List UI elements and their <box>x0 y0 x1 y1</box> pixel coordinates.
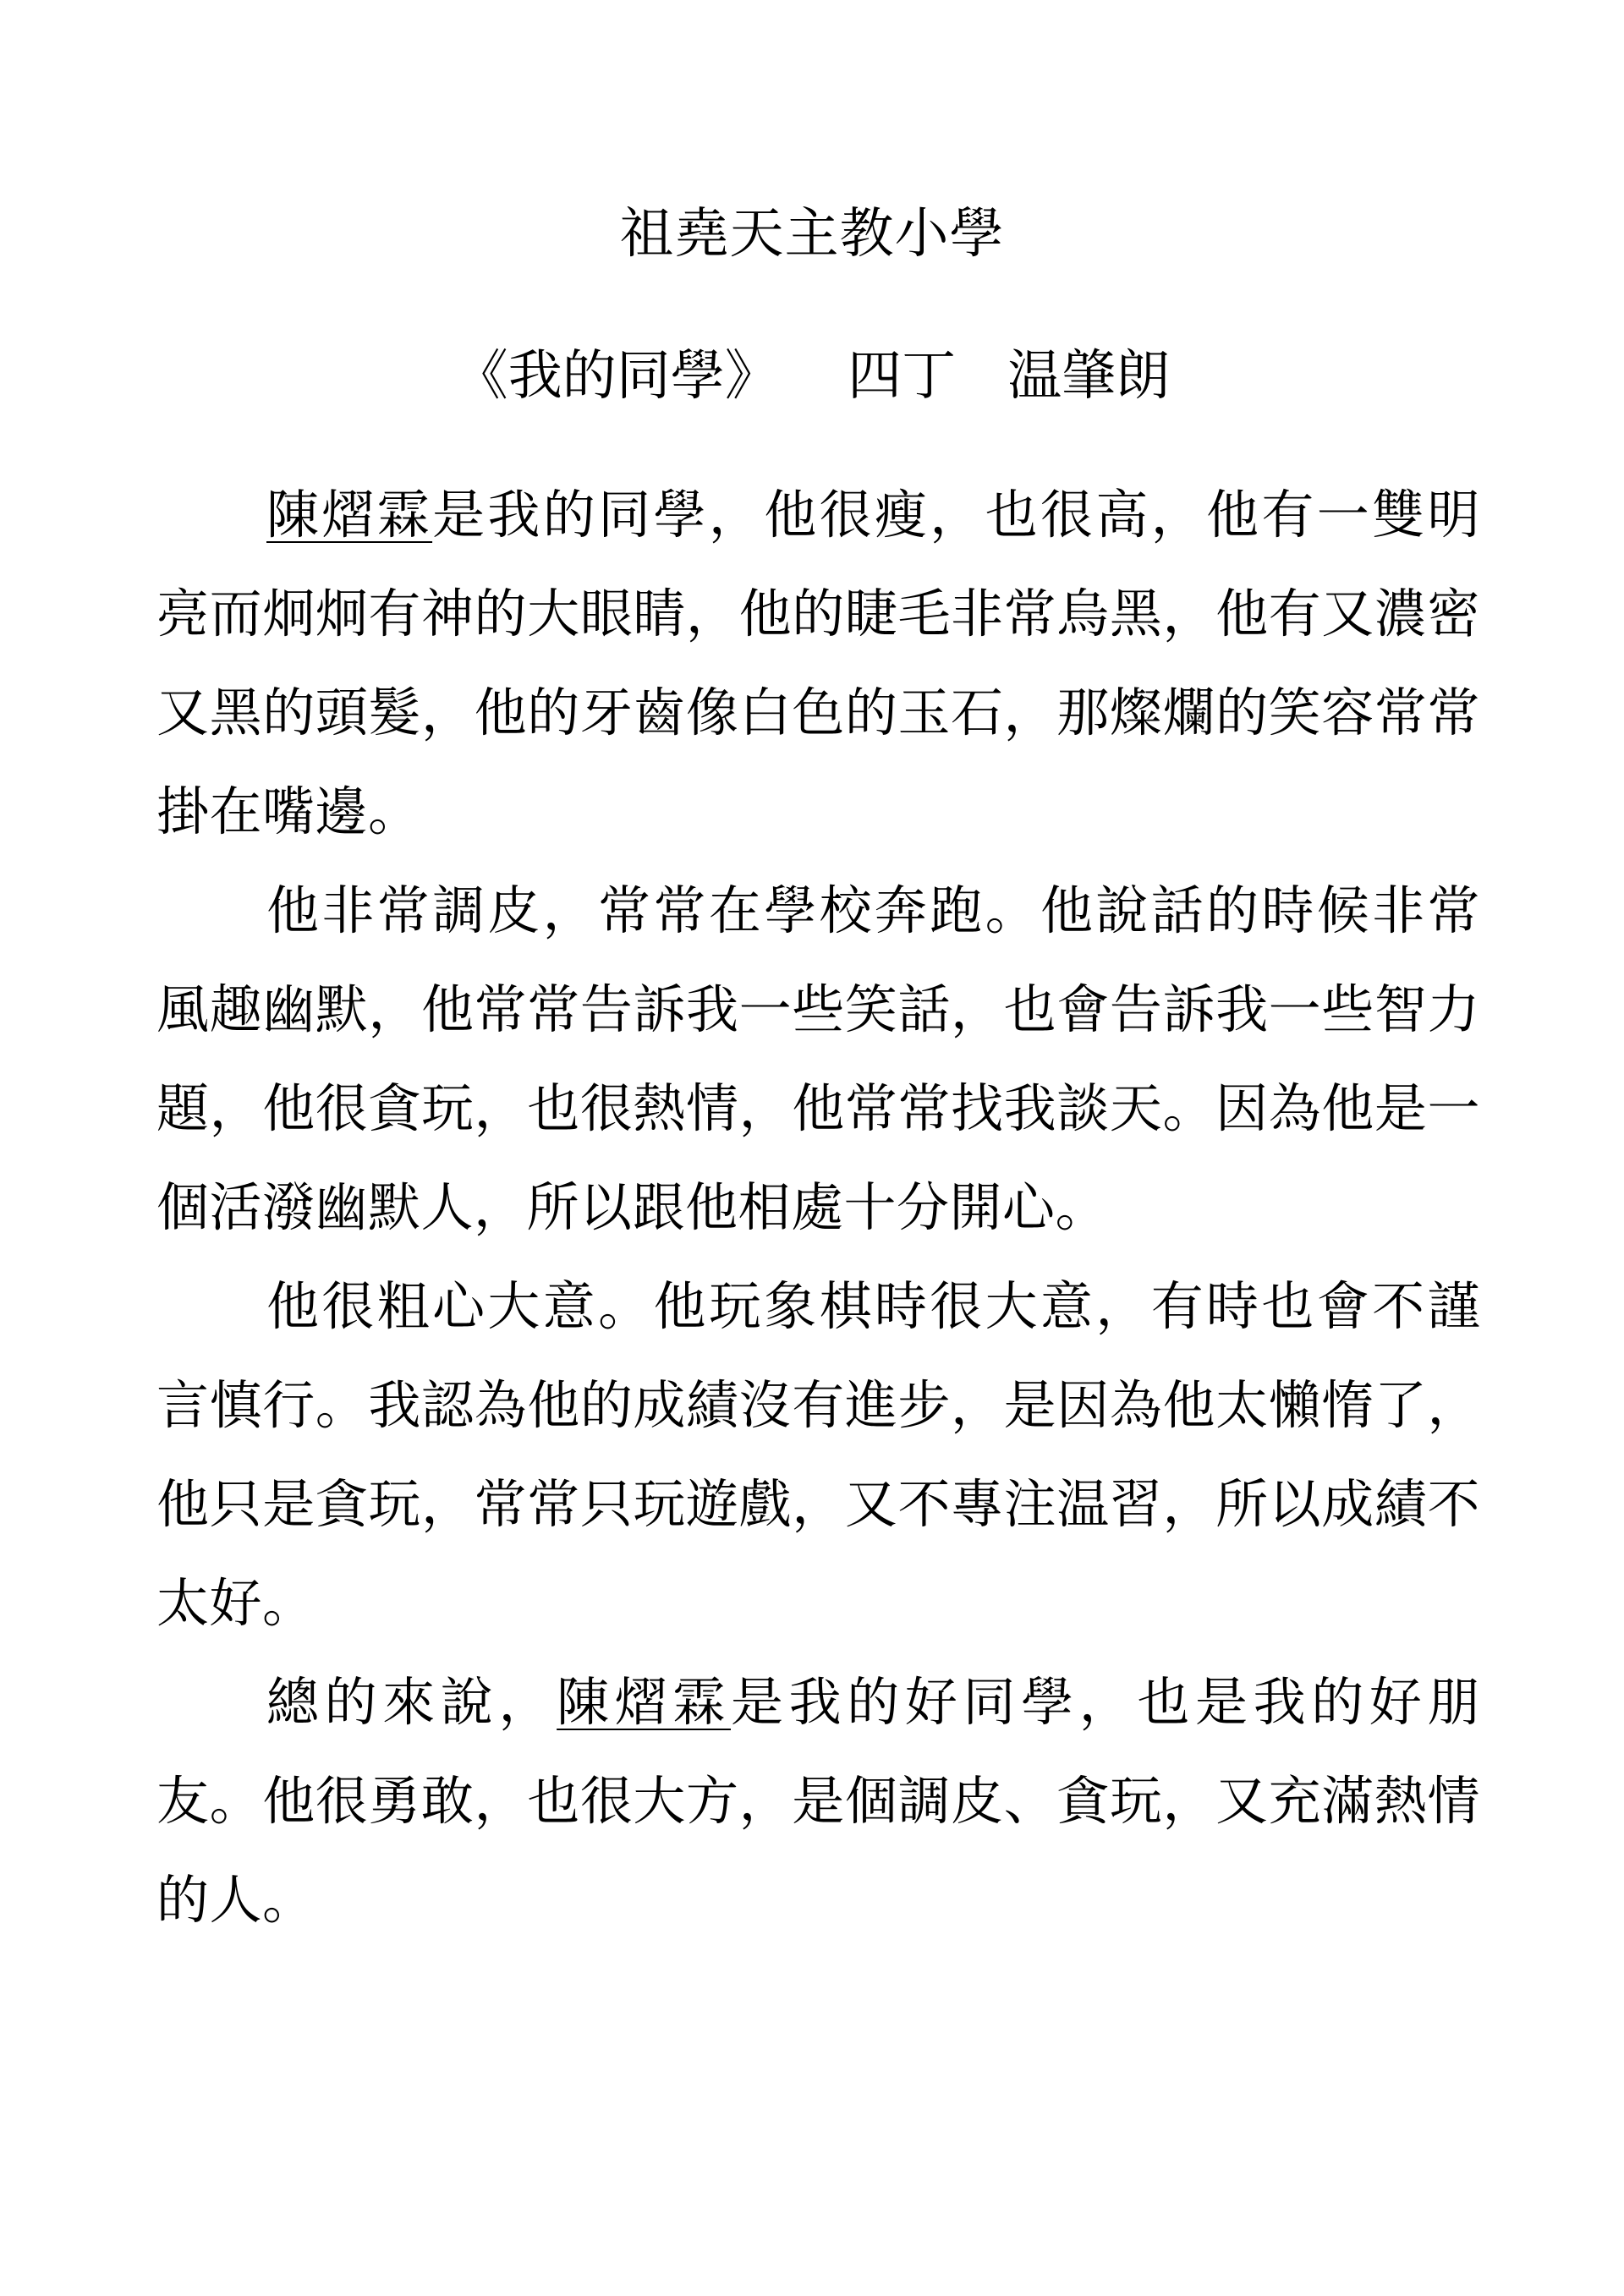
author-name: 温肇朗 <box>1007 345 1171 408</box>
essay-heading <box>0 338 1624 414</box>
paragraph-text: 是我的好同學，也是我的好朋友。他很勇敢，也很大方，是個調皮、貪玩，又充滿熱情的人。 <box>156 1671 1480 1931</box>
essay-title: 《我的同學》 <box>453 345 779 408</box>
paragraph-3: 他很粗心大意。他玩象棋時很大意，有時也會不謹言慎行。我認為他的成績沒有進步，是因為他太懶惰了，他只是貪玩，常常只玩遊戲，又不專注温習，所以成績不太好。 <box>156 1275 1480 1634</box>
paragraph-text: 總的來說， <box>266 1671 557 1733</box>
paragraph-text: 是我的同學，他很瘦，也很高，他有一雙明亮而炯炯有神的大眼睛，他的睫毛非常烏黑，他有又濃密又黑的頭髮，他的牙齒像白色的玉石，那燦爛的笑容常常掛在嘴邊。 <box>156 484 1480 842</box>
class-name: 四丁 <box>848 345 957 408</box>
paragraph-4 <box>156 1652 1480 1949</box>
classmate-name: 陳熠霖 <box>557 1671 731 1733</box>
school-name: 祖堯天主教小學 <box>619 203 1005 266</box>
classmate-name: 陳熠霖 <box>266 484 433 545</box>
paragraph-2: 他非常調皮，常常在學校奔跑。他說話的時候非常風趣幽默，他常常告訴我一些笑話，也會告訴我一些智力題，他很貪玩，也很熱情，他常常找我談天。因為他是一個活潑幽默人，所以跟他相處十分開心。 <box>156 879 1480 1238</box>
paragraph-1 <box>156 465 1480 861</box>
essay-body <box>156 465 1480 1949</box>
